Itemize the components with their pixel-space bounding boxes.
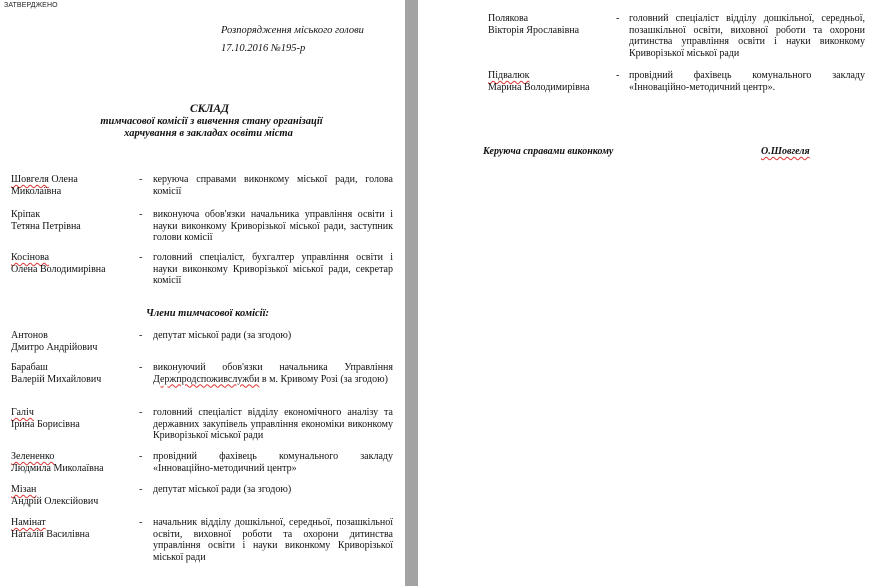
member-name: Галіч Ірина Борисівна: [11, 407, 80, 430]
title-heading: СКЛАД: [189, 103, 230, 115]
member-name: Барабаш Валерій Михайлович: [11, 362, 102, 385]
title-subline-2: харчування в закладах освіти міста: [124, 128, 293, 139]
member-role: виконуючий обов'язки начальника Управління Держпродспоживслужби в м. Кривому Розі (за згодою): [153, 362, 393, 385]
member-name: Антонов Дмитро Андрійович: [11, 330, 98, 353]
member-name: Зелененко Людмила Миколаївна: [11, 451, 104, 474]
order-title: Розпорядження міського голови: [221, 25, 364, 36]
dash-separator: -: [139, 362, 143, 373]
member-role: начальник відділу дошкільної, середньої, позашкільної освіти, виховної роботи та охорони дитинства управління освіти і науки виконкому Криворізької міської ради: [153, 517, 393, 563]
signature-position: Керуюча справами виконкому: [483, 146, 614, 157]
dash-separator: -: [139, 407, 143, 418]
dash-separator: -: [139, 451, 143, 462]
member-role: провідний фахівець комунального закладу «Інноваційно-методичний центр»: [153, 451, 393, 474]
dash-separator: -: [139, 252, 143, 263]
dash-separator: -: [139, 209, 143, 220]
dash-separator: -: [139, 517, 143, 528]
member-name: Підвалюк Марина Володимирівна: [488, 70, 590, 93]
member-name: Шовгеля Олена Миколаївна: [11, 174, 78, 197]
dash-separator: -: [139, 330, 143, 341]
document-page-2: [418, 0, 869, 586]
member-role: головний спеціаліст, бухгалтер управління освіти і науки виконкому Криворізької міської ради, секретар комісії: [153, 252, 393, 286]
members-heading: Члени тимчасової комісії:: [145, 308, 270, 319]
approved-stamp: ЗАТВЕРДЖЕНО: [4, 2, 58, 9]
member-name: Намінат Наталія Василівна: [11, 517, 90, 540]
dash-separator: -: [139, 484, 143, 495]
order-date: 17.10.2016 №195-р: [221, 43, 306, 54]
member-role: провідний фахівець комунального закладу «Інноваційно-методичний центр».: [629, 70, 865, 93]
member-role: керуюча справами виконкому міської ради, голова комісії: [153, 174, 393, 197]
title-subline-1: тимчасової комісії з вивчення стану організації: [100, 116, 323, 127]
signature-name: О.Шовгеля: [761, 146, 810, 157]
member-role: депутат міської ради (за згодою): [153, 484, 292, 495]
dash-separator: -: [616, 70, 620, 81]
member-role: депутат міської ради (за згодою): [153, 330, 292, 341]
member-role: головний спеціаліст відділу дошкільної, середньої, позашкільної освіти, виховної роботи та охорони дитинства управління освіти і науки виконкому Криворізької міської ради: [629, 13, 865, 59]
member-name: Косінова Олена Володимирівна: [11, 252, 106, 275]
member-role: головний спеціаліст відділу економічного аналізу та державних закупівель управління економіки виконкому Криворізької міської ради: [153, 407, 393, 441]
document-title: [0, 103, 405, 140]
member-name: Полякова Вікторія Ярославівна: [488, 13, 580, 36]
member-name: Мізан Андрій Олексійович: [11, 484, 99, 507]
document-page-1: [0, 0, 405, 586]
dash-separator: -: [139, 174, 143, 185]
order-reference: [221, 22, 364, 58]
dash-separator: -: [616, 13, 620, 24]
member-role: виконуюча обов'язки начальника управління освіти і науки виконкому Криворізької міської ради, заступник голови комісії: [153, 209, 393, 243]
member-name: Кріпак Тетяна Петрівна: [11, 209, 81, 232]
